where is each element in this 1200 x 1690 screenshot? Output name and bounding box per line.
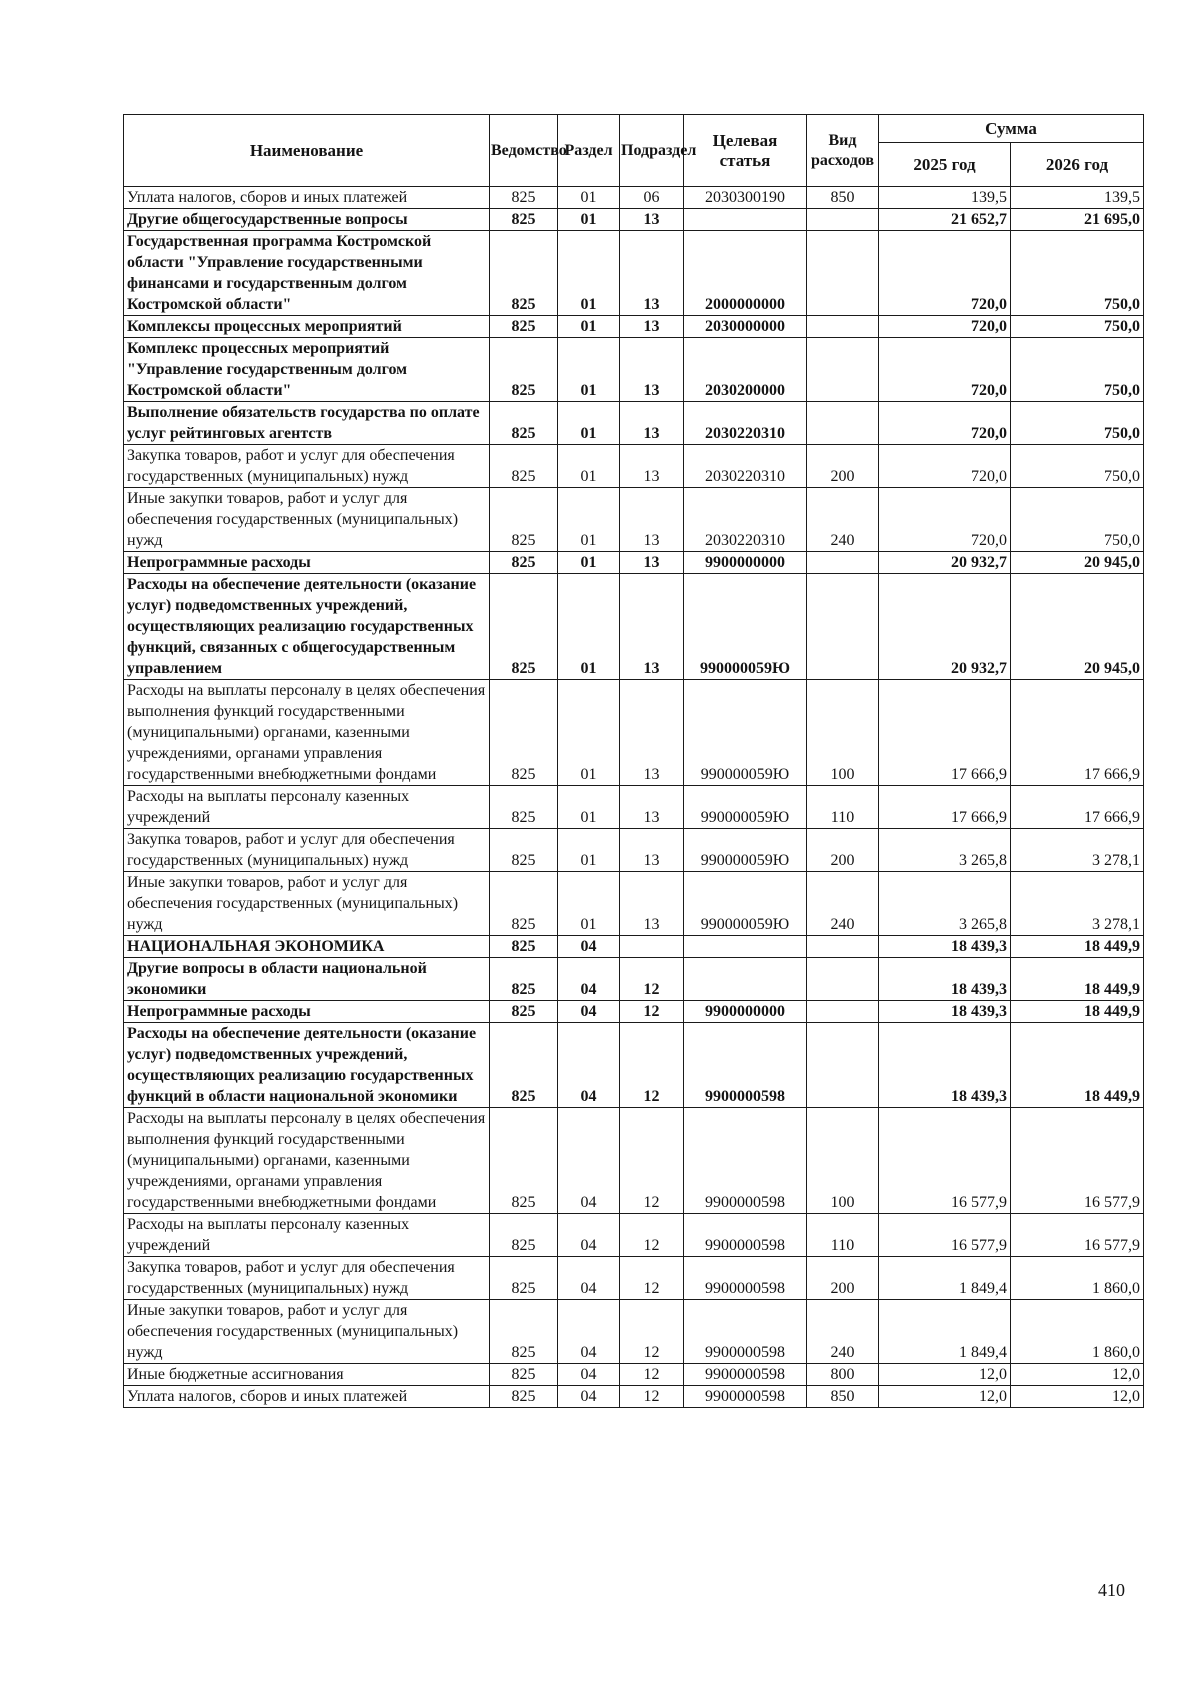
cell-vedomstvo: 825 [490,936,558,958]
cell-razdel: 04 [558,1001,620,1023]
cell-sum-2026: 18 449,9 [1011,1001,1144,1023]
cell-razdel: 01 [558,574,620,680]
cell-podrazdel: 12 [620,1214,684,1257]
cell-sum-2025: 16 577,9 [879,1214,1011,1257]
header-vid: Вид расходов [807,115,879,187]
cell-sum-2025: 720,0 [879,338,1011,402]
cell-vid [807,338,879,402]
cell-sum-2026: 750,0 [1011,338,1144,402]
cell-vedomstvo: 825 [490,338,558,402]
table-row [124,1300,1144,1364]
cell-tselevaya: 9900000598 [684,1300,807,1364]
table-row [124,786,1144,829]
cell-name: Выполнение обязательств государства по оплате услуг рейтинговых агентств [124,402,490,445]
cell-razdel: 01 [558,231,620,316]
cell-vid: 100 [807,680,879,786]
cell-podrazdel: 13 [620,402,684,445]
cell-sum-2026: 17 666,9 [1011,680,1144,786]
cell-vedomstvo: 825 [490,1108,558,1214]
table-row [124,872,1144,936]
cell-podrazdel [620,936,684,958]
cell-sum-2026: 750,0 [1011,445,1144,488]
cell-podrazdel: 13 [620,338,684,402]
header-tselevaya: Целевая статья [684,115,807,187]
cell-sum-2026: 12,0 [1011,1386,1144,1408]
cell-tselevaya [684,958,807,1001]
cell-sum-2025: 18 439,3 [879,1001,1011,1023]
cell-tselevaya: 990000059Ю [684,829,807,872]
cell-razdel: 01 [558,402,620,445]
cell-name: Уплата налогов, сборов и иных платежей [124,1386,490,1408]
cell-podrazdel: 12 [620,1364,684,1386]
cell-sum-2025: 20 932,7 [879,574,1011,680]
cell-sum-2026: 16 577,9 [1011,1214,1144,1257]
cell-vedomstvo: 825 [490,488,558,552]
cell-vid: 240 [807,872,879,936]
cell-sum-2026: 16 577,9 [1011,1108,1144,1214]
cell-podrazdel: 13 [620,445,684,488]
cell-vid: 240 [807,488,879,552]
cell-sum-2025: 720,0 [879,231,1011,316]
cell-sum-2026: 1 860,0 [1011,1257,1144,1300]
cell-tselevaya: 990000059Ю [684,786,807,829]
cell-vid: 850 [807,1386,879,1408]
table-row [124,316,1144,338]
cell-podrazdel: 13 [620,786,684,829]
cell-vid [807,231,879,316]
cell-razdel: 01 [558,786,620,829]
cell-vedomstvo: 825 [490,445,558,488]
cell-podrazdel: 12 [620,1001,684,1023]
cell-sum-2025: 139,5 [879,187,1011,209]
cell-razdel: 04 [558,1214,620,1257]
cell-podrazdel: 13 [620,488,684,552]
cell-name: Расходы на выплаты персоналу в целях обеспечения выполнения функций государственными (муниципальными) органами, казенными учреждениями, органами управления государственными внебюджетными фондами [124,680,490,786]
cell-razdel: 01 [558,552,620,574]
cell-podrazdel: 13 [620,316,684,338]
cell-sum-2026: 17 666,9 [1011,786,1144,829]
cell-podrazdel: 13 [620,829,684,872]
cell-sum-2025: 17 666,9 [879,680,1011,786]
cell-name: Расходы на обеспечение деятельности (оказание услуг) подведомственных учреждений, осуществляющих реализацию государственных функций в области национальной экономики [124,1023,490,1108]
table-row [124,552,1144,574]
table-row [124,445,1144,488]
cell-sum-2025: 1 849,4 [879,1257,1011,1300]
cell-vedomstvo: 825 [490,574,558,680]
cell-razdel: 01 [558,680,620,786]
cell-sum-2026: 12,0 [1011,1364,1144,1386]
table-row [124,958,1144,1001]
cell-sum-2025: 18 439,3 [879,1023,1011,1108]
cell-tselevaya: 2030200000 [684,338,807,402]
cell-sum-2026: 20 945,0 [1011,552,1144,574]
cell-tselevaya: 9900000598 [684,1257,807,1300]
cell-tselevaya: 2030220310 [684,445,807,488]
cell-tselevaya: 9900000598 [684,1364,807,1386]
table-row [124,231,1144,316]
cell-vedomstvo: 825 [490,402,558,445]
cell-sum-2025: 720,0 [879,402,1011,445]
table-row [124,338,1144,402]
cell-name: Расходы на обеспечение деятельности (оказание услуг) подведомственных учреждений, осуществляющих реализацию государственных функций, связанных с общегосударственным управлением [124,574,490,680]
cell-tselevaya: 990000059Ю [684,872,807,936]
cell-razdel: 04 [558,1386,620,1408]
header-year-2026: 2026 год [1011,143,1144,187]
cell-vedomstvo: 825 [490,829,558,872]
cell-vedomstvo: 825 [490,1001,558,1023]
cell-sum-2026: 18 449,9 [1011,1023,1144,1108]
cell-name: Закупка товаров, работ и услуг для обеспечения государственных (муниципальных) нужд [124,829,490,872]
header-name: Наименование [124,115,490,187]
cell-vid: 200 [807,445,879,488]
cell-vedomstvo: 825 [490,552,558,574]
cell-razdel: 04 [558,1257,620,1300]
cell-tselevaya [684,936,807,958]
cell-tselevaya: 2000000000 [684,231,807,316]
cell-tselevaya [684,209,807,231]
cell-sum-2026: 1 860,0 [1011,1300,1144,1364]
cell-sum-2026: 21 695,0 [1011,209,1144,231]
header-podrazdel: Подраздел [620,115,684,187]
cell-tselevaya: 9900000000 [684,552,807,574]
cell-vid: 200 [807,829,879,872]
cell-name: Государственная программа Костромской области "Управление государственными финансами и государственным долгом Костромской области" [124,231,490,316]
cell-tselevaya: 2030300190 [684,187,807,209]
cell-tselevaya: 9900000598 [684,1386,807,1408]
cell-sum-2026: 750,0 [1011,402,1144,445]
cell-tselevaya: 9900000000 [684,1001,807,1023]
cell-vedomstvo: 825 [490,187,558,209]
cell-vid [807,316,879,338]
cell-name: Комплекс процессных мероприятий "Управление государственным долгом Костромской области" [124,338,490,402]
cell-sum-2026: 750,0 [1011,488,1144,552]
cell-razdel: 01 [558,187,620,209]
cell-vedomstvo: 825 [490,958,558,1001]
cell-vid [807,402,879,445]
cell-vid: 110 [807,786,879,829]
cell-tselevaya: 9900000598 [684,1023,807,1108]
header-summa: Сумма [879,115,1144,143]
table-row [124,1257,1144,1300]
table-row [124,488,1144,552]
cell-sum-2026: 3 278,1 [1011,872,1144,936]
cell-vid: 850 [807,187,879,209]
cell-name: Иные закупки товаров, работ и услуг для обеспечения государственных (муниципальных) нужд [124,488,490,552]
page-number: 410 [1098,1580,1125,1600]
cell-sum-2025: 3 265,8 [879,872,1011,936]
cell-razdel: 04 [558,1023,620,1108]
cell-name: Другие вопросы в области национальной экономики [124,958,490,1001]
cell-sum-2026: 139,5 [1011,187,1144,209]
cell-name: Закупка товаров, работ и услуг для обеспечения государственных (муниципальных) нужд [124,1257,490,1300]
cell-vedomstvo: 825 [490,316,558,338]
cell-vedomstvo: 825 [490,786,558,829]
cell-razdel: 04 [558,936,620,958]
cell-razdel: 01 [558,488,620,552]
cell-razdel: 01 [558,872,620,936]
cell-vid [807,958,879,1001]
cell-name: Иные закупки товаров, работ и услуг для обеспечения государственных (муниципальных) нужд [124,1300,490,1364]
cell-razdel: 04 [558,958,620,1001]
cell-sum-2026: 20 945,0 [1011,574,1144,680]
cell-name: Комплексы процессных мероприятий [124,316,490,338]
cell-sum-2025: 1 849,4 [879,1300,1011,1364]
table-header [124,115,1144,187]
cell-vid: 200 [807,1257,879,1300]
cell-sum-2025: 16 577,9 [879,1108,1011,1214]
cell-name: Закупка товаров, работ и услуг для обеспечения государственных (муниципальных) нужд [124,445,490,488]
cell-vedomstvo: 825 [490,1214,558,1257]
cell-vid: 110 [807,1214,879,1257]
cell-vid [807,1023,879,1108]
cell-podrazdel: 13 [620,552,684,574]
cell-sum-2025: 3 265,8 [879,829,1011,872]
cell-name: Иные бюджетные ассигнования [124,1364,490,1386]
budget-table [123,114,1144,1408]
cell-razdel: 01 [558,445,620,488]
cell-tselevaya: 2030220310 [684,488,807,552]
cell-name: Уплата налогов, сборов и иных платежей [124,187,490,209]
table-row [124,1023,1144,1108]
cell-vedomstvo: 825 [490,680,558,786]
table-row [124,829,1144,872]
cell-tselevaya: 9900000598 [684,1108,807,1214]
cell-podrazdel: 12 [620,1108,684,1214]
table-body [124,187,1144,1408]
cell-vid [807,209,879,231]
table-row [124,1108,1144,1214]
cell-vedomstvo: 825 [490,872,558,936]
cell-tselevaya: 9900000598 [684,1214,807,1257]
cell-sum-2025: 12,0 [879,1386,1011,1408]
table-row [124,680,1144,786]
table-row [124,402,1144,445]
cell-sum-2026: 750,0 [1011,316,1144,338]
cell-vedomstvo: 825 [490,231,558,316]
cell-sum-2025: 17 666,9 [879,786,1011,829]
cell-name: Иные закупки товаров, работ и услуг для обеспечения государственных (муниципальных) нужд [124,872,490,936]
cell-sum-2026: 18 449,9 [1011,958,1144,1001]
cell-podrazdel: 13 [620,231,684,316]
header-razdel: Раздел [558,115,620,187]
cell-name: Другие общегосударственные вопросы [124,209,490,231]
cell-razdel: 01 [558,829,620,872]
table-row [124,209,1144,231]
table-row [124,1364,1144,1386]
cell-vid [807,552,879,574]
cell-vid: 240 [807,1300,879,1364]
cell-podrazdel: 12 [620,1386,684,1408]
cell-podrazdel: 13 [620,209,684,231]
cell-razdel: 04 [558,1300,620,1364]
cell-sum-2025: 720,0 [879,445,1011,488]
cell-podrazdel: 13 [620,680,684,786]
cell-vedomstvo: 825 [490,1023,558,1108]
cell-razdel: 04 [558,1364,620,1386]
cell-vid: 800 [807,1364,879,1386]
cell-sum-2025: 21 652,7 [879,209,1011,231]
cell-vid [807,1001,879,1023]
cell-vedomstvo: 825 [490,1386,558,1408]
cell-name: Непрограммные расходы [124,552,490,574]
cell-sum-2026: 3 278,1 [1011,829,1144,872]
cell-sum-2026: 750,0 [1011,231,1144,316]
cell-tselevaya: 990000059Ю [684,574,807,680]
header-vedomstvo: Ведомство [490,115,558,187]
cell-vid [807,936,879,958]
cell-name: Расходы на выплаты персоналу казенных учреждений [124,1214,490,1257]
cell-vedomstvo: 825 [490,1364,558,1386]
cell-podrazdel: 13 [620,574,684,680]
table-row [124,1001,1144,1023]
cell-vedomstvo: 825 [490,1300,558,1364]
cell-name: Расходы на выплаты персоналу казенных учреждений [124,786,490,829]
budget-document [123,114,1143,1408]
cell-sum-2025: 18 439,3 [879,958,1011,1001]
cell-vid: 100 [807,1108,879,1214]
cell-razdel: 01 [558,316,620,338]
cell-vedomstvo: 825 [490,1257,558,1300]
table-row [124,574,1144,680]
cell-sum-2025: 18 439,3 [879,936,1011,958]
cell-razdel: 01 [558,209,620,231]
cell-razdel: 01 [558,338,620,402]
cell-podrazdel: 06 [620,187,684,209]
cell-razdel: 04 [558,1108,620,1214]
cell-name: Расходы на выплаты персоналу в целях обеспечения выполнения функций государственными (муниципальными) органами, казенными учреждениями, органами управления государственными внебюджетными фондами [124,1108,490,1214]
cell-podrazdel: 12 [620,1257,684,1300]
cell-sum-2025: 12,0 [879,1364,1011,1386]
cell-name: НАЦИОНАЛЬНАЯ ЭКОНОМИКА [124,936,490,958]
cell-name: Непрограммные расходы [124,1001,490,1023]
header-year-2025: 2025 год [879,143,1011,187]
cell-vedomstvo: 825 [490,209,558,231]
cell-tselevaya: 990000059Ю [684,680,807,786]
table-row [124,936,1144,958]
cell-tselevaya: 2030000000 [684,316,807,338]
table-row [124,1386,1144,1408]
cell-sum-2025: 720,0 [879,316,1011,338]
table-row [124,1214,1144,1257]
cell-sum-2026: 18 449,9 [1011,936,1144,958]
cell-podrazdel: 12 [620,1023,684,1108]
cell-sum-2025: 20 932,7 [879,552,1011,574]
cell-podrazdel: 12 [620,958,684,1001]
cell-sum-2025: 720,0 [879,488,1011,552]
cell-podrazdel: 13 [620,872,684,936]
cell-podrazdel: 12 [620,1300,684,1364]
table-row [124,187,1144,209]
cell-tselevaya: 2030220310 [684,402,807,445]
cell-vid [807,574,879,680]
